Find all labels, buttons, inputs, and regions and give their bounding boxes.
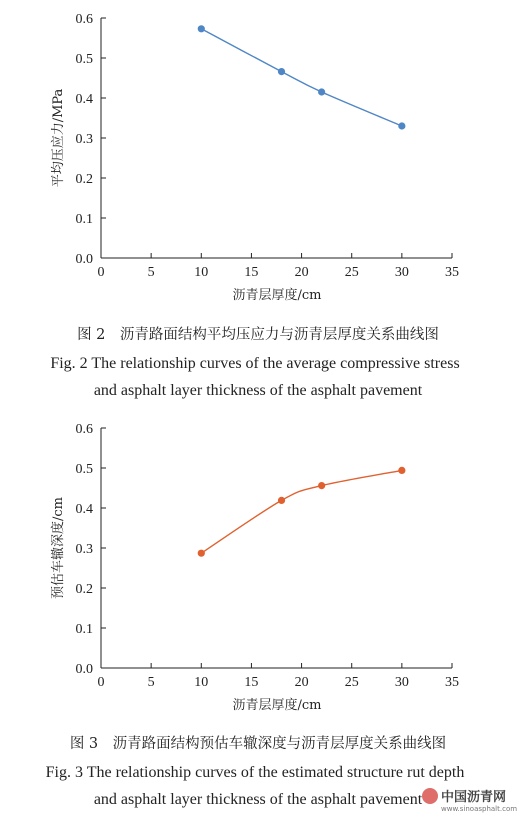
chart-2-data-point <box>198 550 205 557</box>
chart-2-data-point <box>278 497 285 504</box>
chart-2-y-tick-label: 0.2 <box>75 582 93 597</box>
chart-2-x-tick-label: 35 <box>445 675 459 690</box>
chart-2-x-tick-label: 10 <box>194 675 209 690</box>
chart-2-marks <box>198 467 406 557</box>
chart-2-axes <box>76 422 460 690</box>
watermark-logo <box>422 788 517 813</box>
chart-1 <box>50 12 460 399</box>
chart-2-x-tick-label: 30 <box>394 675 409 690</box>
chart-1-y-tick-label: 0.4 <box>75 92 93 107</box>
chart-1-x-axis-title: 沥青层厚度/cm <box>232 288 322 303</box>
chart-1-y-tick-label: 0.6 <box>75 12 93 27</box>
chart-1-x-tick-label: 25 <box>344 265 359 280</box>
chart-2-y-axis-title: 预估车辙深度/cm <box>51 497 66 599</box>
chart-1-x-tick-label: 5 <box>147 265 155 280</box>
chart-2-y-tick-label: 0.3 <box>75 542 93 557</box>
chart-2-caption-cn: 图 3 沥青路面结构预估车辙深度与沥青层厚度关系曲线图 <box>69 736 447 752</box>
chart-1-x-tick-label: 35 <box>445 265 459 280</box>
chart-2-y-tick-label: 0.6 <box>75 422 93 437</box>
chart-2-x-tick-label: 15 <box>244 675 259 690</box>
chart-2-y-tick-label: 0.5 <box>75 462 93 477</box>
chart-1-caption-en-line-1: Fig. 2 The relationship curves of the average compressive stress <box>50 355 460 372</box>
chart-1-caption-en-line-2: and asphalt layer thickness of the asphalt pavement <box>93 382 423 399</box>
chart-1-x-tick-label: 15 <box>244 265 259 280</box>
chart-2-x-axis-title: 沥青层厚度/cm <box>232 698 322 713</box>
chart-2-x-tick-label: 0 <box>97 675 105 690</box>
chart-2-x-tick-label: 25 <box>344 675 359 690</box>
chart-1-axes <box>76 12 460 280</box>
chart-1-data-point <box>278 68 285 75</box>
chart-1-x-tick-label: 20 <box>294 265 309 280</box>
chart-1-x-tick-label: 10 <box>194 265 209 280</box>
chart-2-y-tick-label: 0.0 <box>75 662 93 677</box>
chart-1-data-point <box>318 88 325 95</box>
chart-1-x-tick-label: 0 <box>97 265 105 280</box>
chart-1-y-tick-label: 0.1 <box>75 212 93 227</box>
watermark-globe-icon <box>422 788 438 804</box>
chart-1-y-tick-label: 0.3 <box>75 132 93 147</box>
chart-1-data-point <box>198 25 205 32</box>
chart-2 <box>46 422 465 808</box>
chart-2-x-tick-label: 5 <box>147 675 155 690</box>
chart-1-y-axis-title: 平均压应力/MPa <box>51 88 66 188</box>
chart-1-marks <box>198 25 406 129</box>
chart-1-x-tick-label: 30 <box>394 265 409 280</box>
chart-2-y-tick-label: 0.4 <box>75 502 93 517</box>
chart-1-caption-cn: 图 2 沥青路面结构平均压应力与沥青层厚度关系曲线图 <box>77 327 439 343</box>
chart-1-series-line <box>201 29 402 126</box>
chart-2-x-tick-label: 20 <box>294 675 309 690</box>
chart-2-data-point <box>318 482 325 489</box>
chart-1-y-tick-label: 0.0 <box>75 252 93 267</box>
chart-2-data-point <box>398 467 405 474</box>
chart-2-caption-en-line-2: and asphalt layer thickness of the asphalt pavement <box>93 791 423 808</box>
chart-2-caption-en-line-1: Fig. 3 The relationship curves of the estimated structure rut depth <box>45 764 465 781</box>
watermark-url: www.sinoasphalt.com <box>441 805 518 813</box>
chart-1-y-tick-label: 0.5 <box>75 52 93 67</box>
chart-1-y-tick-label: 0.2 <box>75 172 93 187</box>
chart-1-data-point <box>398 122 405 129</box>
watermark-name: 中国沥青网 <box>441 790 507 805</box>
chart-2-series-line <box>201 470 402 553</box>
chart-2-y-tick-label: 0.1 <box>75 622 93 637</box>
